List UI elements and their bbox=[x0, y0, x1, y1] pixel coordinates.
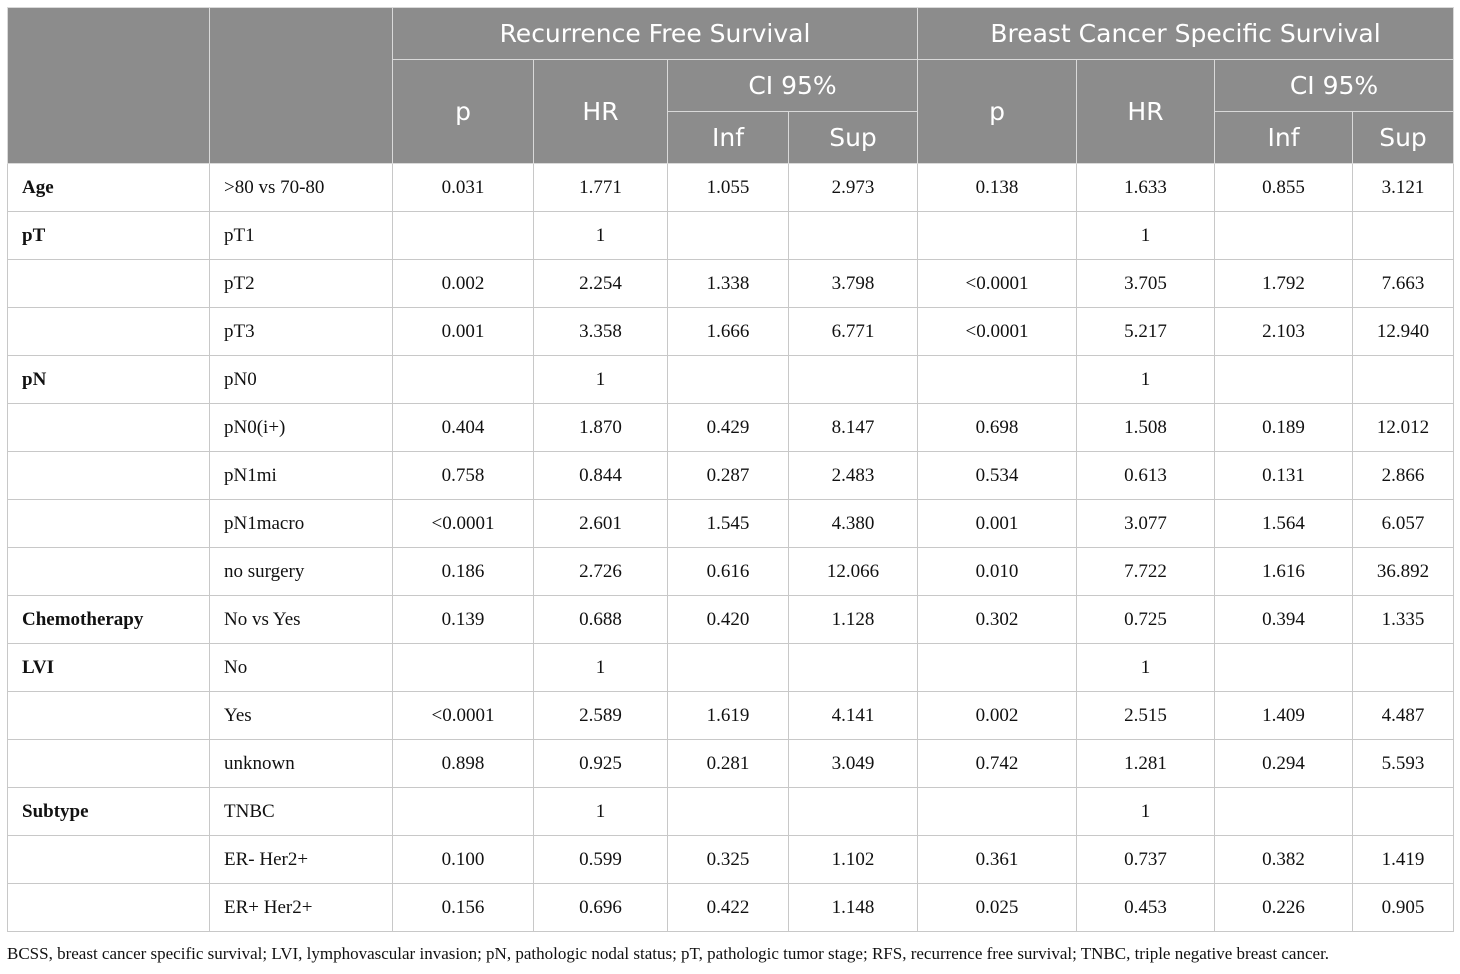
bcss-inf-cell: 0.382 bbox=[1215, 836, 1353, 884]
bcss-p-cell bbox=[918, 212, 1077, 260]
category-cell: pN1mi bbox=[210, 452, 393, 500]
bcss-sup-cell bbox=[1353, 788, 1454, 836]
rfs-inf-cell: 1.666 bbox=[668, 308, 789, 356]
rfs-sup-cell: 3.798 bbox=[789, 260, 918, 308]
rfs-inf-cell: 0.287 bbox=[668, 452, 789, 500]
rfs-hr-cell: 2.589 bbox=[534, 692, 668, 740]
variable-cell bbox=[8, 836, 210, 884]
rfs-hr-cell: 0.696 bbox=[534, 884, 668, 932]
rfs-inf-cell: 1.055 bbox=[668, 164, 789, 212]
rfs-p-cell: 0.186 bbox=[393, 548, 534, 596]
bcss-sup-cell bbox=[1353, 212, 1454, 260]
rfs-sup-cell bbox=[789, 788, 918, 836]
rfs-p-cell: 0.898 bbox=[393, 740, 534, 788]
rfs-p-cell: 0.156 bbox=[393, 884, 534, 932]
bcss-sup-cell: 2.866 bbox=[1353, 452, 1454, 500]
bcss-p-cell: <0.0001 bbox=[918, 260, 1077, 308]
rfs-hr-cell: 1.771 bbox=[534, 164, 668, 212]
variable-cell bbox=[8, 308, 210, 356]
bcss-hr-cell: 1 bbox=[1077, 788, 1215, 836]
header-rfs-sup: Sup bbox=[789, 112, 918, 164]
bcss-p-cell: 0.302 bbox=[918, 596, 1077, 644]
variable-cell bbox=[8, 452, 210, 500]
rfs-p-cell bbox=[393, 644, 534, 692]
rfs-hr-cell: 1 bbox=[534, 212, 668, 260]
table-row bbox=[8, 212, 1454, 260]
category-cell: no surgery bbox=[210, 548, 393, 596]
bcss-hr-cell: 1.281 bbox=[1077, 740, 1215, 788]
rfs-hr-cell: 0.599 bbox=[534, 836, 668, 884]
bcss-inf-cell: 0.226 bbox=[1215, 884, 1353, 932]
rfs-p-cell: 0.001 bbox=[393, 308, 534, 356]
bcss-sup-cell: 1.419 bbox=[1353, 836, 1454, 884]
bcss-sup-cell: 7.663 bbox=[1353, 260, 1454, 308]
table-row bbox=[8, 884, 1454, 932]
header-bcss-ci: CI 95% bbox=[1215, 60, 1454, 112]
header-bcss-hr: HR bbox=[1077, 60, 1215, 164]
bcss-inf-cell: 2.103 bbox=[1215, 308, 1353, 356]
header-category bbox=[210, 8, 393, 164]
bcss-p-cell: 0.361 bbox=[918, 836, 1077, 884]
rfs-inf-cell: 0.429 bbox=[668, 404, 789, 452]
bcss-hr-cell: 1.508 bbox=[1077, 404, 1215, 452]
category-cell: No vs Yes bbox=[210, 596, 393, 644]
category-cell: TNBC bbox=[210, 788, 393, 836]
variable-cell: pN bbox=[8, 356, 210, 404]
rfs-hr-cell: 1.870 bbox=[534, 404, 668, 452]
category-cell: pN1macro bbox=[210, 500, 393, 548]
bcss-inf-cell: 0.855 bbox=[1215, 164, 1353, 212]
category-cell: ER- Her2+ bbox=[210, 836, 393, 884]
rfs-p-cell: <0.0001 bbox=[393, 692, 534, 740]
rfs-p-cell: 0.031 bbox=[393, 164, 534, 212]
rfs-p-cell bbox=[393, 212, 534, 260]
bcss-sup-cell bbox=[1353, 644, 1454, 692]
rfs-sup-cell: 1.128 bbox=[789, 596, 918, 644]
header-bcss: Breast Cancer Specific Survival bbox=[918, 8, 1454, 60]
table-row bbox=[8, 548, 1454, 596]
rfs-p-cell: <0.0001 bbox=[393, 500, 534, 548]
rfs-p-cell: 0.002 bbox=[393, 260, 534, 308]
rfs-hr-cell: 0.844 bbox=[534, 452, 668, 500]
header-bcss-p: p bbox=[918, 60, 1077, 164]
header-variable bbox=[8, 8, 210, 164]
bcss-sup-cell: 6.057 bbox=[1353, 500, 1454, 548]
bcss-hr-cell: 5.217 bbox=[1077, 308, 1215, 356]
category-cell: No bbox=[210, 644, 393, 692]
table-header bbox=[8, 8, 1454, 164]
table-row bbox=[8, 644, 1454, 692]
bcss-inf-cell: 0.394 bbox=[1215, 596, 1353, 644]
category-cell: pN0(i+) bbox=[210, 404, 393, 452]
bcss-inf-cell bbox=[1215, 644, 1353, 692]
rfs-inf-cell bbox=[668, 788, 789, 836]
variable-cell bbox=[8, 404, 210, 452]
bcss-hr-cell: 3.705 bbox=[1077, 260, 1215, 308]
rfs-sup-cell: 2.483 bbox=[789, 452, 918, 500]
bcss-hr-cell: 0.453 bbox=[1077, 884, 1215, 932]
rfs-hr-cell: 2.601 bbox=[534, 500, 668, 548]
bcss-p-cell: 0.742 bbox=[918, 740, 1077, 788]
bcss-hr-cell: 1 bbox=[1077, 212, 1215, 260]
rfs-hr-cell: 2.254 bbox=[534, 260, 668, 308]
rfs-hr-cell: 1 bbox=[534, 644, 668, 692]
variable-cell: LVI bbox=[8, 644, 210, 692]
rfs-hr-cell: 1 bbox=[534, 788, 668, 836]
table-row bbox=[8, 452, 1454, 500]
category-cell: Yes bbox=[210, 692, 393, 740]
rfs-p-cell: 0.139 bbox=[393, 596, 534, 644]
category-cell: pT3 bbox=[210, 308, 393, 356]
bcss-inf-cell: 1.616 bbox=[1215, 548, 1353, 596]
table-row bbox=[8, 788, 1454, 836]
rfs-p-cell: 0.404 bbox=[393, 404, 534, 452]
rfs-sup-cell: 4.380 bbox=[789, 500, 918, 548]
rfs-inf-cell: 0.281 bbox=[668, 740, 789, 788]
bcss-inf-cell bbox=[1215, 212, 1353, 260]
header-rfs-p: p bbox=[393, 60, 534, 164]
bcss-sup-cell: 36.892 bbox=[1353, 548, 1454, 596]
bcss-sup-cell: 1.335 bbox=[1353, 596, 1454, 644]
variable-cell: Chemotherapy bbox=[8, 596, 210, 644]
bcss-p-cell: 0.138 bbox=[918, 164, 1077, 212]
rfs-inf-cell bbox=[668, 644, 789, 692]
rfs-inf-cell: 1.619 bbox=[668, 692, 789, 740]
rfs-sup-cell: 1.148 bbox=[789, 884, 918, 932]
rfs-inf-cell bbox=[668, 212, 789, 260]
rfs-sup-cell: 4.141 bbox=[789, 692, 918, 740]
category-cell: ER+ Her2+ bbox=[210, 884, 393, 932]
variable-cell: pT bbox=[8, 212, 210, 260]
variable-cell bbox=[8, 260, 210, 308]
header-bcss-sup: Sup bbox=[1353, 112, 1454, 164]
rfs-sup-cell: 1.102 bbox=[789, 836, 918, 884]
rfs-p-cell bbox=[393, 356, 534, 404]
header-bcss-inf: Inf bbox=[1215, 112, 1353, 164]
table-row bbox=[8, 500, 1454, 548]
table-body bbox=[8, 164, 1454, 932]
rfs-inf-cell: 1.545 bbox=[668, 500, 789, 548]
rfs-p-cell: 0.758 bbox=[393, 452, 534, 500]
rfs-sup-cell: 2.973 bbox=[789, 164, 918, 212]
bcss-hr-cell: 3.077 bbox=[1077, 500, 1215, 548]
rfs-hr-cell: 2.726 bbox=[534, 548, 668, 596]
bcss-p-cell: 0.025 bbox=[918, 884, 1077, 932]
bcss-inf-cell: 1.409 bbox=[1215, 692, 1353, 740]
table-footnote: BCSS, breast cancer specific survival; LVI, lymphovascular invasion; pN, pathologic nodal status; pT, pathologic tumor stage; RFS, recurrence free survival; TNBC, triple negative breast cancer. bbox=[7, 944, 1330, 963]
bcss-p-cell bbox=[918, 788, 1077, 836]
rfs-sup-cell: 8.147 bbox=[789, 404, 918, 452]
bcss-sup-cell: 12.012 bbox=[1353, 404, 1454, 452]
rfs-inf-cell bbox=[668, 356, 789, 404]
bcss-inf-cell: 0.294 bbox=[1215, 740, 1353, 788]
table-row bbox=[8, 308, 1454, 356]
bcss-hr-cell: 1.633 bbox=[1077, 164, 1215, 212]
bcss-sup-cell: 4.487 bbox=[1353, 692, 1454, 740]
rfs-inf-cell: 0.616 bbox=[668, 548, 789, 596]
rfs-p-cell: 0.100 bbox=[393, 836, 534, 884]
rfs-sup-cell: 12.066 bbox=[789, 548, 918, 596]
bcss-hr-cell: 1 bbox=[1077, 356, 1215, 404]
table-row bbox=[8, 740, 1454, 788]
category-cell: pT1 bbox=[210, 212, 393, 260]
bcss-sup-cell: 3.121 bbox=[1353, 164, 1454, 212]
variable-cell bbox=[8, 548, 210, 596]
bcss-inf-cell bbox=[1215, 356, 1353, 404]
variable-cell: Age bbox=[8, 164, 210, 212]
survival-table-container bbox=[7, 7, 1453, 932]
variable-cell bbox=[8, 884, 210, 932]
rfs-sup-cell bbox=[789, 644, 918, 692]
rfs-sup-cell bbox=[789, 356, 918, 404]
rfs-sup-cell: 3.049 bbox=[789, 740, 918, 788]
bcss-inf-cell: 0.189 bbox=[1215, 404, 1353, 452]
bcss-sup-cell: 12.940 bbox=[1353, 308, 1454, 356]
bcss-hr-cell: 0.725 bbox=[1077, 596, 1215, 644]
bcss-p-cell: 0.010 bbox=[918, 548, 1077, 596]
rfs-inf-cell: 1.338 bbox=[668, 260, 789, 308]
variable-cell: Subtype bbox=[8, 788, 210, 836]
bcss-sup-cell bbox=[1353, 356, 1454, 404]
bcss-p-cell: 0.698 bbox=[918, 404, 1077, 452]
rfs-p-cell bbox=[393, 788, 534, 836]
bcss-p-cell bbox=[918, 644, 1077, 692]
bcss-p-cell: 0.002 bbox=[918, 692, 1077, 740]
header-rfs-inf: Inf bbox=[668, 112, 789, 164]
rfs-inf-cell: 0.422 bbox=[668, 884, 789, 932]
table-row bbox=[8, 836, 1454, 884]
table-row bbox=[8, 260, 1454, 308]
rfs-hr-cell: 1 bbox=[534, 356, 668, 404]
rfs-hr-cell: 0.688 bbox=[534, 596, 668, 644]
rfs-sup-cell bbox=[789, 212, 918, 260]
rfs-sup-cell: 6.771 bbox=[789, 308, 918, 356]
rfs-inf-cell: 0.420 bbox=[668, 596, 789, 644]
bcss-inf-cell: 1.564 bbox=[1215, 500, 1353, 548]
table-row bbox=[8, 692, 1454, 740]
category-cell: pT2 bbox=[210, 260, 393, 308]
survival-table bbox=[7, 7, 1454, 932]
bcss-p-cell: 0.001 bbox=[918, 500, 1077, 548]
rfs-hr-cell: 3.358 bbox=[534, 308, 668, 356]
category-cell: >80 vs 70-80 bbox=[210, 164, 393, 212]
category-cell: unknown bbox=[210, 740, 393, 788]
rfs-inf-cell: 0.325 bbox=[668, 836, 789, 884]
variable-cell bbox=[8, 692, 210, 740]
bcss-inf-cell bbox=[1215, 788, 1353, 836]
table-row bbox=[8, 404, 1454, 452]
variable-cell bbox=[8, 740, 210, 788]
bcss-p-cell: 0.534 bbox=[918, 452, 1077, 500]
bcss-p-cell bbox=[918, 356, 1077, 404]
table-row bbox=[8, 596, 1454, 644]
bcss-p-cell: <0.0001 bbox=[918, 308, 1077, 356]
bcss-hr-cell: 0.613 bbox=[1077, 452, 1215, 500]
variable-cell bbox=[8, 500, 210, 548]
bcss-sup-cell: 5.593 bbox=[1353, 740, 1454, 788]
bcss-inf-cell: 1.792 bbox=[1215, 260, 1353, 308]
bcss-inf-cell: 0.131 bbox=[1215, 452, 1353, 500]
bcss-hr-cell: 7.722 bbox=[1077, 548, 1215, 596]
bcss-sup-cell: 0.905 bbox=[1353, 884, 1454, 932]
header-rfs: Recurrence Free Survival bbox=[393, 8, 918, 60]
header-rfs-ci: CI 95% bbox=[668, 60, 918, 112]
header-rfs-hr: HR bbox=[534, 60, 668, 164]
category-cell: pN0 bbox=[210, 356, 393, 404]
bcss-hr-cell: 1 bbox=[1077, 644, 1215, 692]
table-row bbox=[8, 356, 1454, 404]
bcss-hr-cell: 2.515 bbox=[1077, 692, 1215, 740]
bcss-hr-cell: 0.737 bbox=[1077, 836, 1215, 884]
rfs-hr-cell: 0.925 bbox=[534, 740, 668, 788]
table-row bbox=[8, 164, 1454, 212]
